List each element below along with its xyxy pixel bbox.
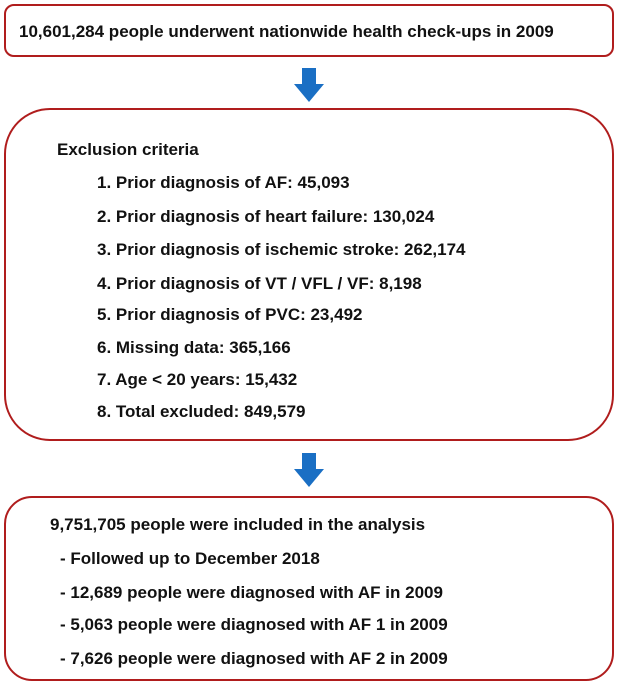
arrow-down-icon [294, 68, 324, 102]
exclusion-heading: Exclusion criteria [57, 140, 199, 159]
arrow-down-icon [294, 453, 324, 487]
exclusion-item: 1. Prior diagnosis of AF: 45,093 [97, 173, 350, 192]
analysis-item: - 5,063 people were diagnosed with AF 1 in 2009 [60, 615, 448, 634]
exclusion-item: 7. Age < 20 years: 15,432 [97, 370, 298, 389]
analysis-item: - 7,626 people were diagnosed with AF 2 in 2009 [60, 649, 448, 668]
exclusion-item: 4. Prior diagnosis of VT / VFL / VF: 8,198 [97, 274, 422, 293]
exclusion-item: 5. Prior diagnosis of PVC: 23,492 [97, 305, 363, 324]
analysis-item: - 12,689 people were diagnosed with AF in 2009 [60, 583, 443, 602]
top-box-text: 10,601,284 people underwent nationwide health check-ups in 2009 [19, 22, 554, 41]
exclusion-item: 8. Total excluded: 849,579 [97, 402, 306, 421]
top-box [4, 4, 614, 57]
analysis-box [4, 496, 614, 681]
exclusion-item: 6. Missing data: 365,166 [97, 338, 291, 357]
analysis-heading: 9,751,705 people were included in the analysis [50, 515, 426, 534]
exclusion-box [4, 108, 614, 441]
exclusion-item: 2. Prior diagnosis of heart failure: 130,024 [97, 207, 435, 226]
analysis-item: - Followed up to December 2018 [60, 549, 320, 568]
exclusion-item: 3. Prior diagnosis of ischemic stroke: 262,174 [97, 240, 466, 259]
